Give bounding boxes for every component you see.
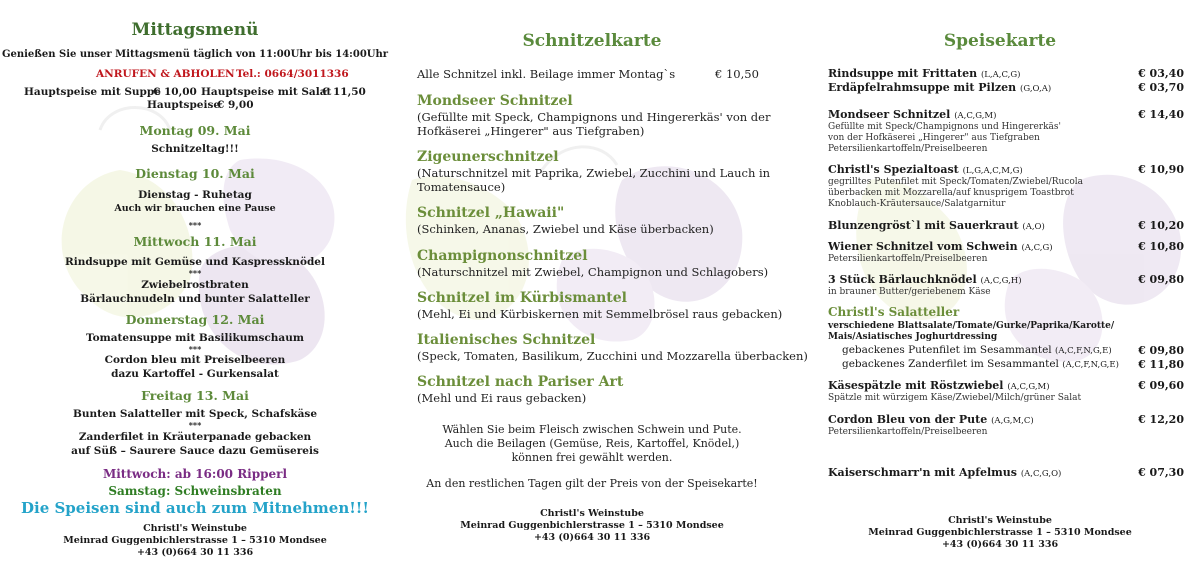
menu-item xyxy=(828,81,1051,94)
salad-title: Christl's Salatteller xyxy=(828,305,960,319)
footer-name: Christl's Weinstube xyxy=(143,523,247,534)
day-wednesday-line: Bärlauchnudeln und bunter Salatteller xyxy=(80,293,310,305)
menu-item-allergens: (L,A,C,G) xyxy=(980,70,1021,80)
footer xyxy=(0,523,390,559)
menu-item xyxy=(828,108,996,121)
day-monday-line: Schnitzeltag!!! xyxy=(151,143,239,155)
call-phone: Tel.: 0664/3011336 xyxy=(236,68,349,80)
menu-item-price: € 03,40 xyxy=(1138,67,1184,80)
footer-address: Meinrad Guggenbichlerstrasse 1 – 5310 Mondsee xyxy=(63,535,327,546)
day-friday: Freitag 13. Mai xyxy=(141,388,249,403)
day-friday-line: auf Süß – Saurere Sauce dazu Gemüsereis xyxy=(71,445,319,457)
footer-name: Christl's Weinstube xyxy=(948,515,1052,526)
menu-item-name: Christl's Spezialtoast xyxy=(828,163,959,176)
menu-item xyxy=(828,67,1020,80)
day-friday-line: Bunten Salatteller mit Speck, Schafskäse xyxy=(72,408,318,420)
menu-item xyxy=(828,163,1023,176)
schnitzel-name: Schnitzel nach Pariser Art xyxy=(417,374,624,390)
menu-item-desc xyxy=(828,122,1061,155)
call-label: ANRUFEN & ABHOLEN xyxy=(96,68,235,80)
schnitzel-desc: (Gefüllte mit Speck, Champignons und Hingererkäs' von der xyxy=(417,110,771,124)
menu-item-price: € 10,20 xyxy=(1138,219,1184,232)
schnitzel-name: Schnitzel im Kürbismantel xyxy=(417,290,627,306)
salad-option-name: gebackenes Zanderfilet im Sesammantel xyxy=(842,358,1059,370)
separator-stars: *** xyxy=(188,268,202,278)
salad-desc xyxy=(828,321,1114,343)
menu-item xyxy=(828,413,1034,426)
footer xyxy=(800,515,1200,551)
menu-item-price: € 09,80 xyxy=(1138,273,1184,286)
price-note: An den restlichen Tagen gilt der Preis von der Speisekarte! xyxy=(426,477,758,490)
menu-item-allergens: (A,C,G,M) xyxy=(954,111,997,121)
lunch-menu-title: Mittagsmenü xyxy=(131,20,259,40)
day-tuesday: Dienstag 10. Mai xyxy=(135,166,255,181)
day-thursday-line: Cordon bleu mit Preiselbeeren xyxy=(104,354,286,366)
menu-item-name: Mondseer Schnitzel xyxy=(828,108,951,121)
day-thursday: Donnerstag 12. Mai xyxy=(125,312,265,327)
choice-note-line: Auch die Beilagen (Gemüse, Reis, Kartoffel, Knödel,) xyxy=(444,437,740,450)
day-tuesday-line: Auch wir brauchen eine Pause xyxy=(114,203,276,214)
takeaway-notice: Die Speisen sind auch zum Mitnehmen!!! xyxy=(21,499,369,517)
price-main: € 9,00 xyxy=(217,99,254,111)
menu-item-allergens: (A,G,M,C) xyxy=(991,416,1034,426)
footer xyxy=(392,508,792,544)
schnitzel-desc: (Speck, Tomaten, Basilikum, Zucchini und Mozzarella überbacken) xyxy=(417,349,808,363)
salad-option-allergens: (A,C,F,N,G,E) xyxy=(1055,346,1112,356)
lunch-intro: Genießen Sie unser Mittagsmenü täglich von 11:00Uhr bis 14:00Uhr xyxy=(1,49,389,60)
menu-item xyxy=(828,379,1050,392)
schnitzel-name: Schnitzel „Hawaii" xyxy=(417,205,565,221)
choice-note-line: können frei gewählt werden. xyxy=(511,451,673,464)
separator-stars: *** xyxy=(188,220,202,230)
saturday-special: Samstag: Schweinsbraten xyxy=(108,484,282,498)
main-menu-panel xyxy=(800,0,1200,579)
salad-desc-line: verschiedene Blattsalate/Tomate/Gurke/Paprika/Karotte/ xyxy=(828,321,1115,331)
wednesday-special: Mittwoch: ab 16:00 Ripperl xyxy=(102,467,288,481)
day-wednesday-line: Rindsuppe mit Gemüse und Kaspressknödel xyxy=(65,256,325,268)
dessert-allergens: (A,C,G,O) xyxy=(1020,469,1062,479)
schnitzel-desc: Tomatensauce) xyxy=(417,180,506,194)
footer-phone: +43 (0)664 30 11 336 xyxy=(136,547,254,558)
salad-option-allergens: (A,C,F,N,G,E) xyxy=(1062,360,1119,370)
dessert-price: € 07,30 xyxy=(1138,466,1184,479)
choice-note xyxy=(392,423,792,465)
menu-item-price: € 03,70 xyxy=(1138,81,1184,94)
day-wednesday-line: Zwiebelrostbraten xyxy=(141,279,249,291)
day-monday: Montag 09. Mai xyxy=(139,123,251,138)
main-menu-title: Speisekarte xyxy=(943,31,1057,51)
schnitzel-desc: (Mehl, Ei und Kürbiskernen mit Semmelbrösel raus gebacken) xyxy=(417,307,783,321)
choice-note-line: Wählen Sie beim Fleisch zwischen Schwein und Pute. xyxy=(442,423,742,436)
price-soup: € 10,00 xyxy=(153,86,197,98)
menu-item-desc-line: Petersilienkartoffeln/Preiselbeeren xyxy=(828,144,988,154)
schnitzel-desc: Hofkäserei „Hingerer" aus Tiefgraben) xyxy=(417,124,645,138)
menu-item-name: 3 Stück Bärlauchknödel xyxy=(828,273,977,286)
price-main-label: Hauptspeise xyxy=(147,99,221,111)
day-wednesday: Mittwoch 11. Mai xyxy=(133,234,257,249)
schnitzel-name: Zigeunerschnitzel xyxy=(417,149,559,165)
dessert-item xyxy=(828,466,1061,479)
price-soup-label: Hauptspeise mit Suppe xyxy=(24,86,161,98)
salad-option-name: gebackenes Putenfilet im Sesammantel xyxy=(842,344,1052,356)
schnitzel-menu-panel xyxy=(392,0,808,579)
menu-item-name: Cordon Bleu von der Pute xyxy=(828,413,988,426)
menu-item-allergens: (L,G,A,C,M,G) xyxy=(962,166,1023,176)
menu-item-name: Wiener Schnitzel vom Schwein xyxy=(828,240,1018,253)
monday-price: € 10,50 xyxy=(715,67,759,81)
menu-item-price: € 09,60 xyxy=(1138,379,1184,392)
schnitzel-desc: (Mehl und Ei raus gebacken) xyxy=(417,391,587,405)
menu-item-allergens: (G,O,A) xyxy=(1020,84,1052,94)
menu-item-name: Rindsuppe mit Frittaten xyxy=(828,67,978,80)
menu-item-desc-line: gegrilltes Putenfilet mit Speck/Tomaten/Zwiebel/Rucola xyxy=(828,177,1083,187)
schnitzel-name: Mondseer Schnitzel xyxy=(417,93,573,109)
separator-stars: *** xyxy=(188,420,202,430)
price-salad-label: Hauptspeise mit Salat xyxy=(201,86,332,98)
day-tuesday-line: Dienstag - Ruhetag xyxy=(138,189,252,201)
salad-option-price: € 11,80 xyxy=(1138,358,1184,371)
schnitzel-desc: (Naturschnitzel mit Paprika, Zwiebel, Zucchini und Lauch in xyxy=(417,166,771,180)
menu-item-name: Erdäpfelrahmsuppe mit Pilzen xyxy=(828,81,1017,94)
dessert-name: Kaiserschmarr'n mit Apfelmus xyxy=(828,466,1017,479)
menu-item-name: Blunzengröst`l mit Sauerkraut xyxy=(828,219,1019,232)
menu-item xyxy=(828,273,1022,286)
separator-stars: *** xyxy=(188,344,202,354)
footer-name: Christl's Weinstube xyxy=(540,508,644,519)
footer-phone: +43 (0)664 30 11 336 xyxy=(533,532,651,543)
day-thursday-line: Tomatensuppe mit Basilikumschaum xyxy=(86,332,304,344)
menu-item-desc-line: Knoblauch-Kräutersauce/Salatgarnitur xyxy=(828,199,1006,209)
menu-item-allergens: (A,C,G,M) xyxy=(1007,382,1050,392)
schnitzel-name: Italienisches Schnitzel xyxy=(417,332,596,348)
day-thursday-line: dazu Kartoffel - Gurkensalat xyxy=(111,368,279,380)
footer-phone: +43 (0)664 30 11 336 xyxy=(941,539,1059,550)
schnitzel-desc: (Naturschnitzel mit Zwiebel, Champignon und Schlagobers) xyxy=(417,265,769,279)
menu-item-desc-line: Gefüllte mit Speck/Champignons und Hingererkäs' xyxy=(828,122,1062,132)
menu-item-price: € 10,80 xyxy=(1138,240,1184,253)
menu-item-desc: Petersilienkartoffeln/Preiselbeeren xyxy=(828,427,988,437)
menu-item-desc xyxy=(828,177,1083,210)
schnitzel-desc: (Schinken, Ananas, Zwiebel und Käse überbacken) xyxy=(417,222,714,236)
menu-item xyxy=(828,219,1045,232)
menu-item-desc-line: von der Hofkäserei „Hingerer" aus Tiefgraben xyxy=(828,133,1040,143)
schnitzel-name: Champignonschnitzel xyxy=(417,248,588,264)
menu-item-price: € 14,40 xyxy=(1138,108,1184,121)
menu-item-desc-line: überbacken mit Mozzarella/auf knusprigem Toastbrot xyxy=(828,188,1074,198)
schnitzel-menu-title: Schnitzelkarte xyxy=(522,31,662,51)
menu-item-name: Käsespätzle mit Röstzwiebel xyxy=(828,379,1004,392)
footer-address: Meinrad Guggenbichlerstrasse 1 – 5310 Mondsee xyxy=(868,527,1132,538)
day-friday-line: Zanderfilet in Kräuterpanade gebacken xyxy=(78,431,312,443)
footer-address: Meinrad Guggenbichlerstrasse 1 – 5310 Mondsee xyxy=(460,520,724,531)
salad-option xyxy=(842,358,1119,370)
menu-item-allergens: (A,C,G,H) xyxy=(980,276,1022,286)
monday-offer: Alle Schnitzel inkl. Beilage immer Montag`s xyxy=(417,67,676,81)
menu-item-allergens: (A,C,G) xyxy=(1021,243,1053,253)
menu-item-desc: in brauner Butter/geriebenem Käse xyxy=(828,287,991,297)
menu-item-price: € 12,20 xyxy=(1138,413,1184,426)
menu-item-desc: Petersilienkartoffeln/Preiselbeeren xyxy=(828,254,988,264)
menu-item-desc: Spätzle mit würzigem Käse/Zwiebel/Milch/grüner Salat xyxy=(828,393,1082,403)
salad-desc-line: Mais/Asiatisches Joghurtdressing xyxy=(828,332,998,342)
menu-item-price: € 10,90 xyxy=(1138,163,1184,176)
menu-item-allergens: (A,O) xyxy=(1022,222,1045,232)
menu-item xyxy=(828,240,1053,253)
price-salad: € 11,50 xyxy=(322,86,366,98)
salad-option xyxy=(842,344,1112,356)
lunch-menu-panel xyxy=(0,0,390,579)
salad-option-price: € 09,80 xyxy=(1138,344,1184,357)
